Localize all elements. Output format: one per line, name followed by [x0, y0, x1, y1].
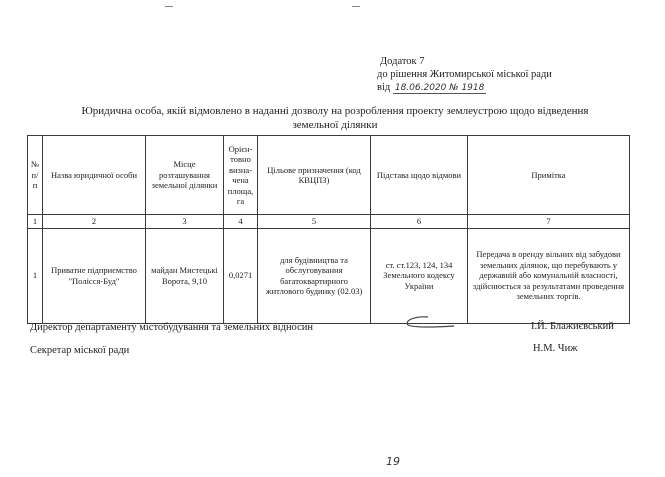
refusal-table [27, 135, 630, 324]
decision-line: до рішення Житомирської міської ради [377, 69, 552, 80]
scan-mark [165, 6, 173, 7]
land-purpose: для будівництва та обслуговування багатоквартирного житлового будинку (02.03) [258, 228, 371, 323]
appendix-label: Додаток 7 [380, 56, 425, 67]
title-line-2: земельної ділянки [292, 119, 378, 131]
director-name: І.Й. Блажиєвський [531, 321, 614, 332]
col-header-name: Назва юридичної особи [43, 136, 146, 215]
col-header-note: Примітка [468, 136, 630, 215]
col-header-reason: Підстава щодо відмови [371, 136, 468, 215]
column-number: 4 [224, 215, 258, 229]
land-area: 0,0271 [224, 228, 258, 323]
column-number: 5 [258, 215, 371, 229]
land-location: майдан Мистецькі Ворота, 9,10 [146, 228, 224, 323]
refusal-reason: ст. ст.123, 124, 134 Земельного кодексу України [371, 228, 468, 323]
col-header-area: Орієн-товно визна-чена площа, га [224, 136, 258, 215]
date-prefix: від [377, 82, 391, 93]
column-number: 6 [371, 215, 468, 229]
row-number: 1 [28, 228, 43, 323]
director-title: Директор департаменту містобудування та земельних відносин [30, 322, 313, 333]
handwritten-date: 18.06.2020 № 1918 [394, 83, 485, 93]
scan-mark [352, 6, 360, 7]
document-title [40, 104, 630, 132]
table-header-row [28, 136, 630, 215]
col-header-purpose: Цільове призначення (код КВЦПЗ) [258, 136, 371, 215]
table-row [28, 228, 630, 323]
column-number: 7 [468, 215, 630, 229]
col-header-number: № п/п [28, 136, 43, 215]
page-number: 19 [386, 455, 400, 468]
secretary-title: Секретар міської ради [30, 345, 130, 356]
decision-date-line [377, 81, 486, 95]
column-number: 3 [146, 215, 224, 229]
entity-name: Приватне підприємство "Полісся-Буд" [43, 228, 146, 323]
column-number: 1 [28, 215, 43, 229]
column-number: 2 [43, 215, 146, 229]
handwritten-signature [398, 314, 458, 330]
column-number-row [28, 215, 630, 229]
col-header-location: Місце розташування земельної ділянки [146, 136, 224, 215]
secretary-name: Н.М. Чиж [533, 343, 578, 354]
title-line-1: Юридична особа, якій відмовлено в наданні дозволу на розроблення проекту землеустрою щодо відведення [81, 105, 589, 117]
row-note: Передача в оренду вільних від забудови земельних ділянок, що перебувають у державній або комунальній власності, здійснюється за результатами проведення земельних торгів. [468, 228, 630, 323]
